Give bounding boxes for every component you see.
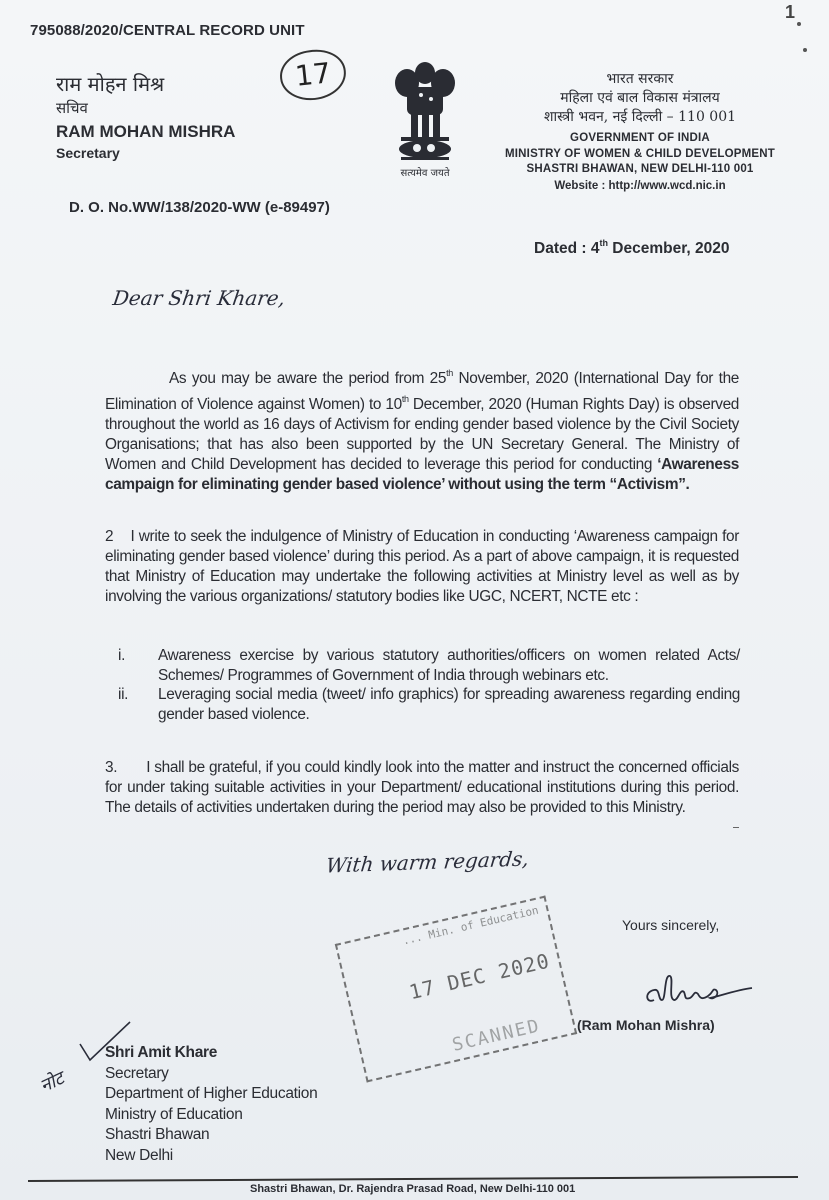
footer-divider <box>28 1176 798 1182</box>
received-stamp <box>335 896 577 1083</box>
speck <box>803 48 807 52</box>
ministry-hindi-line: शास्त्री भवन, नई दिल्ली – 110 001 <box>543 109 737 125</box>
para1-text-b: November, 2020 (International Day for the Elimination of Violence against Women) to 10 <box>105 370 739 413</box>
handwritten-closing: With warm regards, <box>324 846 531 878</box>
date-ordinal: th <box>599 238 608 248</box>
list-item-text: Awareness exercise by various statutory authorities/officers on women related Acts/ Schemes/ Programmes of Government of India through webinars etc. <box>158 647 740 684</box>
stamp-date: 17 DEC 2020 <box>406 948 553 1005</box>
ministry-letterhead <box>490 70 790 194</box>
para1-ordinal-2: th <box>401 394 409 404</box>
yours-sincerely: Yours sincerely, <box>622 917 720 933</box>
handwritten-salutation: Dear Shri Khare, <box>111 286 287 310</box>
list-item-text: Leveraging social media (tweet/ info graphics) for spreading awareness regarding ending gender based violence. <box>158 686 740 723</box>
ministry-hindi-line: महिला एवं बाल विकास मंत्रालय <box>560 90 720 106</box>
recipient-line: Department of Higher Education <box>105 1085 318 1102</box>
signature-icon <box>640 970 760 1010</box>
letter-date <box>534 238 729 258</box>
list-item-number: ii. <box>118 686 129 703</box>
recipient-line: Shastri Bhawan <box>105 1126 210 1143</box>
stray-mark <box>733 827 739 828</box>
paragraph-3: 3. I shall be grateful, if you could kindly look into the matter and instruct the concerned officials for under taking suitable activities in your Department/ educational institutions during this period. The details of activities undertaken during the period may also be provided to this Ministry. <box>105 759 739 816</box>
emblem-motto: सत्यमेव जयते <box>400 168 450 179</box>
recipient-name: Shri Amit Khare <box>105 1044 218 1061</box>
page-mark: 1 <box>785 2 796 22</box>
sender-designation-hindi: सचिव <box>56 99 88 117</box>
para1-text-a: As you may be aware the period from 25 <box>169 370 447 387</box>
handwritten-initials: नोट <box>36 1067 68 1097</box>
footer-address: Shastri Bhawan, Dr. Rajendra Prasad Road, New Delhi-110 001 <box>250 1183 576 1195</box>
para1-ordinal-1: th <box>446 368 453 378</box>
ministry-english-line: MINISTRY OF WOMEN & CHILD DEVELOPMENT <box>505 147 775 160</box>
record-unit-number: 795088/2020/CENTRAL RECORD UNIT <box>30 22 305 39</box>
ministry-english-line: SHASTRI BHAWAN, NEW DELHI-110 001 <box>526 163 754 175</box>
sender-designation: Secretary <box>56 145 120 161</box>
list-item <box>118 646 740 685</box>
para1-text-c: December, 2020 (Human Rights Day) is observed throughout the world as 16 days of Activism for ending gender based violence by the Civil Society Organisations; that has also been supported by the UN Secretary General. The Ministry of Women and Child Development has decided to leverage this period for conducting <box>105 396 739 473</box>
national-emblem-icon <box>385 55 465 175</box>
speck <box>797 22 801 26</box>
do-number: D. O. No.WW/138/2020-WW (e-89497) <box>69 199 330 216</box>
signer-name: (Ram Mohan Mishra) <box>577 1017 715 1033</box>
activities-list <box>118 646 740 724</box>
para1-bold-text: ‘Awareness campaign for eliminating gender based violence’ without using the term “Activism”. <box>105 456 739 493</box>
sender-name-hindi: राम मोहन मिश्र <box>56 72 165 96</box>
date-suffix: December, 2020 <box>607 240 730 257</box>
recipient-line: Ministry of Education <box>105 1105 243 1123</box>
list-item <box>118 685 740 724</box>
date-prefix: Dated : 4 <box>534 240 600 257</box>
paragraph-1 <box>105 363 739 495</box>
ministry-website[interactable]: Website : http://www.wcd.nic.in <box>554 179 726 192</box>
recipient-line: Secretary <box>105 1064 169 1082</box>
circled-file-number: 17 <box>278 47 349 104</box>
list-item-number: i. <box>118 647 125 664</box>
stamp-office: ... Min. of Education <box>401 903 540 948</box>
recipient-address <box>105 1043 317 1166</box>
paragraph-2: 2 I write to seek the indulgence of Ministry of Education in conducting ‘Awareness campaign for eliminating gender based violence’ during this period. As a part of above campaign, it is requested that Ministry of Education may undertake the following activities at Ministry level as well as by involving the various organizations/ statutory bodies like UGC, NCERT, NCTE etc : <box>105 528 739 605</box>
ministry-english-line: GOVERNMENT OF INDIA <box>570 132 710 144</box>
recipient-line: New Delhi <box>105 1146 173 1164</box>
ministry-hindi-line: भारत सरकार <box>606 71 674 87</box>
stamp-scanned: SCANNED <box>450 1015 543 1056</box>
sender-name: RAM MOHAN MISHRA <box>56 122 236 141</box>
